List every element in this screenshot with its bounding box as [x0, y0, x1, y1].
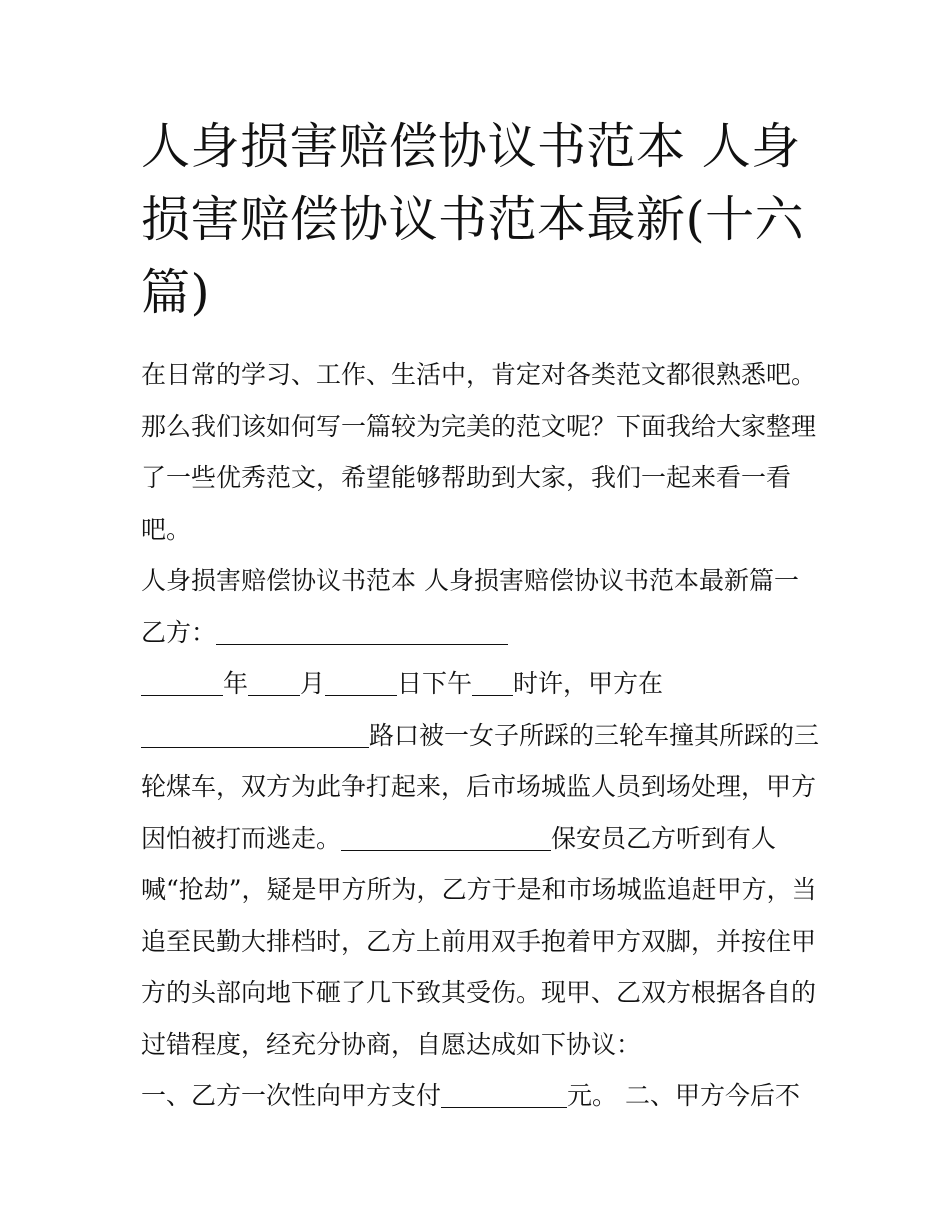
intro-paragraph: 在日常的学习、工作、生活中，肯定对各类范文都很熟悉吧。那么我们该如何写一篇较为完美的范文呢？下面我给大家整理了一些优秀范文，希望能够帮助到大家，我们一起来看一看吧。 — [141, 360, 817, 544]
day-label: 日下午 — [397, 669, 473, 698]
time-label: 时许，甲方在 — [513, 669, 664, 698]
incident-text-b: 保安员乙方听到有人喊“抢劫”，疑是甲方所为，乙方于是和市场城监追赶甲方，当追至民勤大排档时，乙方上前用双手抱着甲方双脚，并按住甲方的头部向地下砸了几下致其受伤。现甲、乙双方根据各自的过错程度，经充分协商，自愿达成如下协议： — [141, 823, 817, 1059]
month-blank — [248, 669, 300, 696]
month-label: 月 — [300, 669, 326, 698]
clause-1-tail: 元。 二、甲方今后不 — [567, 1081, 800, 1110]
section-heading: 人身损害赔偿协议书范本 人身损害赔偿协议书范本最新篇一 — [141, 566, 799, 595]
hour-blank — [472, 669, 513, 696]
party-b-blank — [216, 618, 508, 645]
day-blank — [325, 669, 397, 696]
incident-paragraph — [141, 658, 821, 1070]
amount-blank — [441, 1081, 567, 1108]
document-title: 人身损害赔偿协议书范本 人身损害赔偿协议书范本最新(十六篇) — [141, 118, 805, 321]
incident-text-a: 路口被一女子所踩的三轮车撞其所踩的三轮煤车，双方为此争打起来，后市场城监人员到场处理，甲方因怕被打而逃走。 — [141, 720, 820, 853]
party-b-label: 乙方： — [141, 617, 217, 647]
clause-1-text: 一、乙方一次性向甲方支付 — [141, 1081, 442, 1110]
clause-line — [141, 1070, 821, 1122]
year-label: 年 — [223, 669, 249, 698]
party-b-line — [141, 607, 821, 659]
year-blank — [141, 669, 223, 696]
guard-blank — [341, 824, 551, 851]
document-page — [141, 110, 821, 1122]
location-blank — [141, 721, 369, 748]
